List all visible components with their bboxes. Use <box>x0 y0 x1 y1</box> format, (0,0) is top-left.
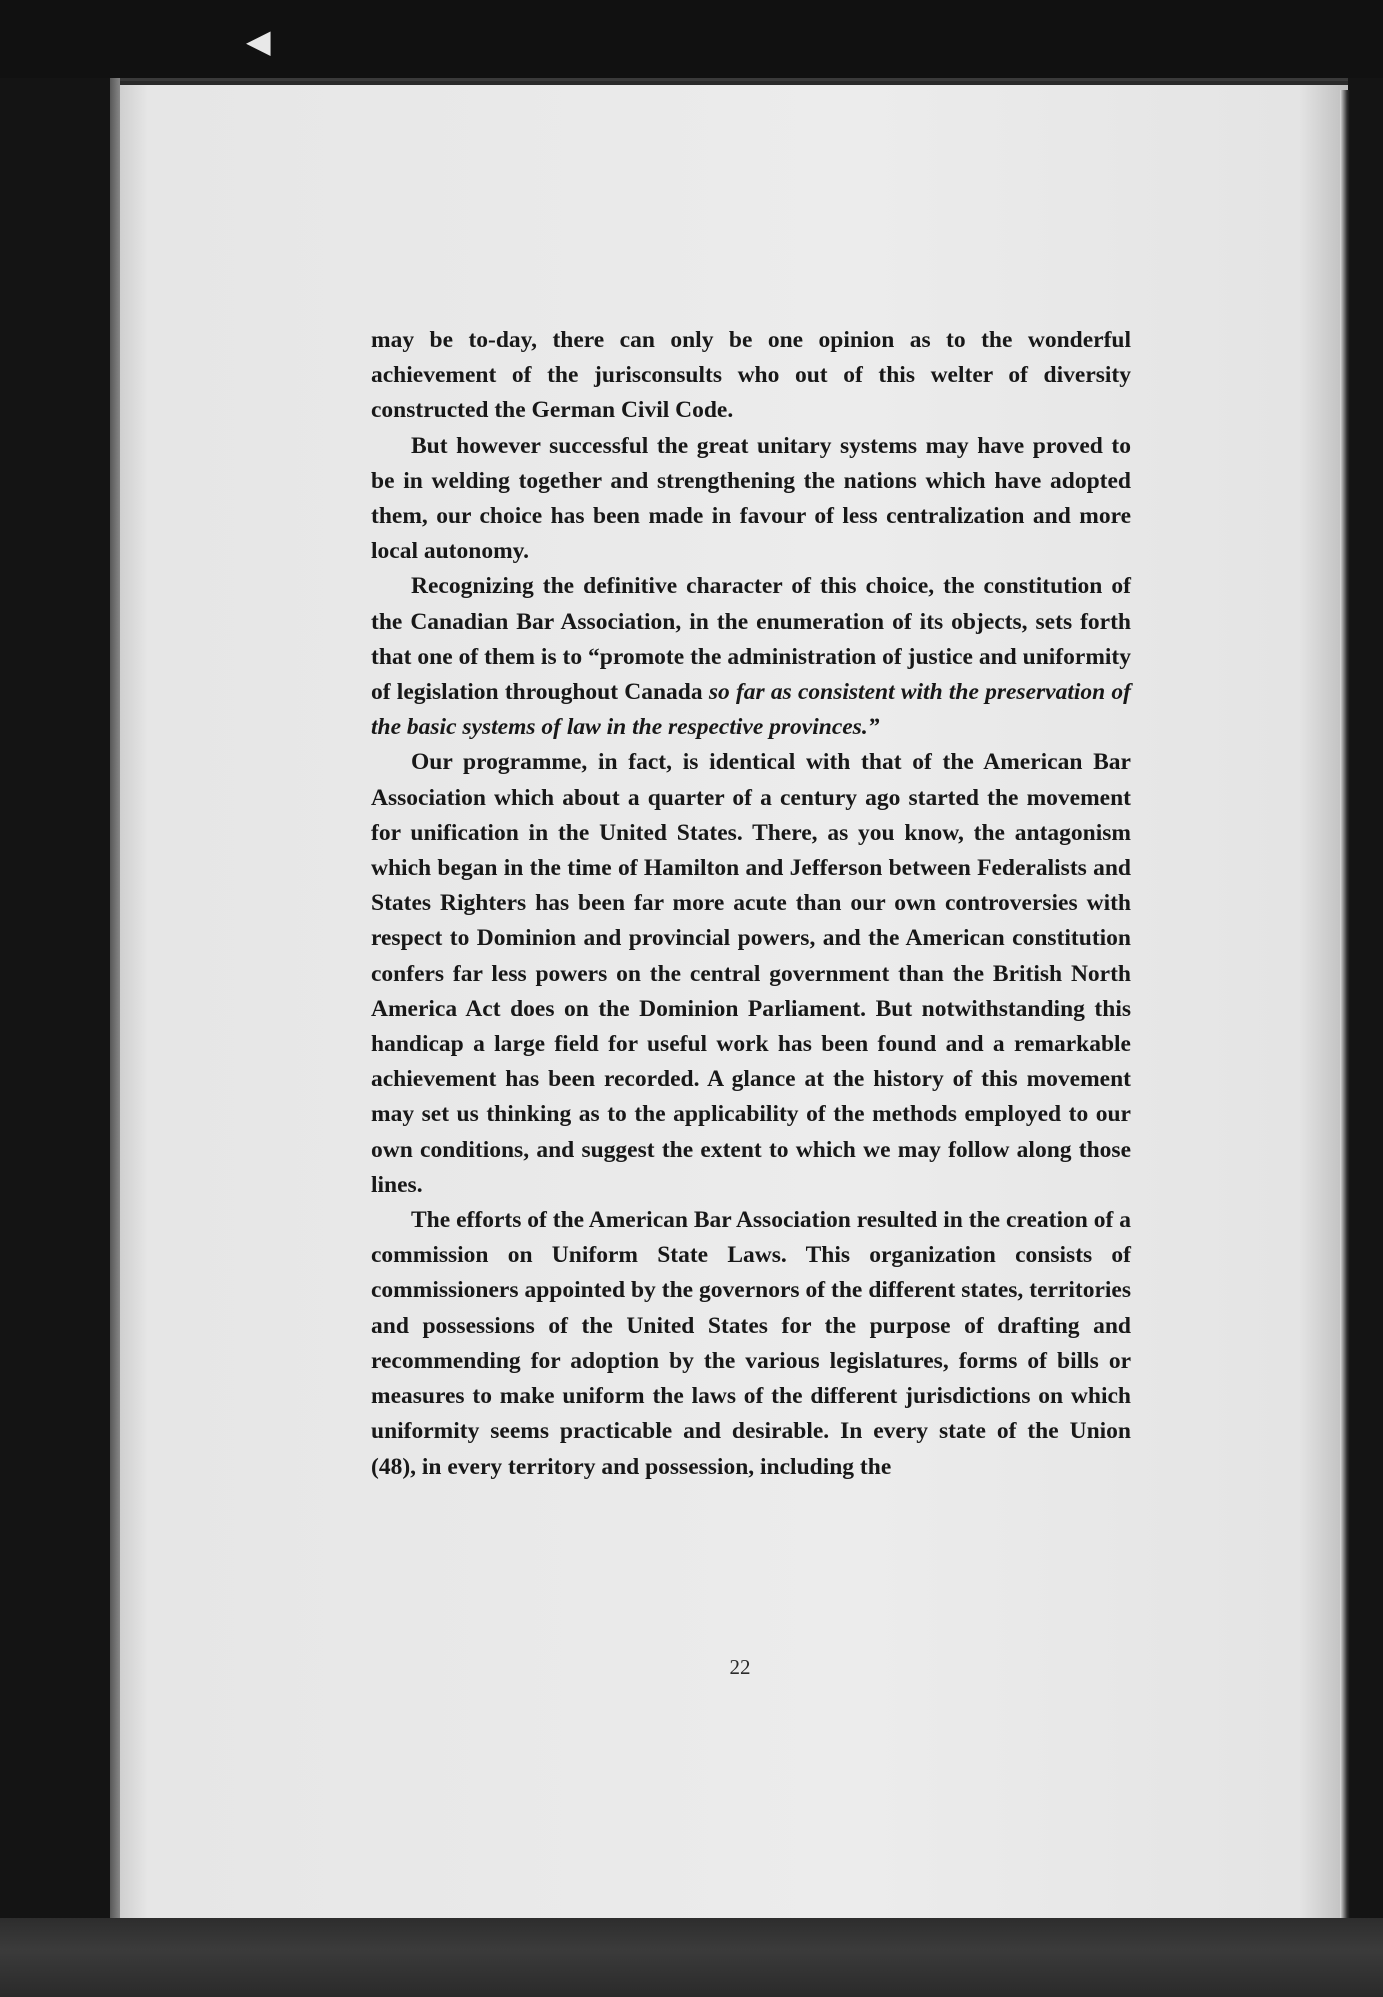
italic-quote: so far as consistent with the preservation of the basic systems of law in the respective provinces.” <box>371 679 1131 741</box>
paragraph-2: But however successful the great unitary systems may have proved to be in welding together and strengthening the nations which have adopted them, our choice has been made in favour of less centralization and more local autonomy. <box>371 432 1131 565</box>
paragraph-3-text: Recognizing the definitive character of this choice, the constitution of the Canadian Bar Association, in the enumeration of its objects, sets forth that one of them is to “promote the administration of justice and uniformity of legislation throughout Canada <box>371 573 1131 706</box>
scan-marker-icon: ◀ <box>246 22 271 60</box>
page-number: 22 <box>729 1655 751 1679</box>
paragraph-4: Our programme, in fact, is identical with that of the American Bar Association which about a quarter of a century ago started the movement for unification in the United States. There, as you know, the antagonism which began in the time of Hamilton and Jefferson between Federalists and States Righters has been far more acute than our own controversies with respect to Dominion and provincial powers, and the American constitution confers far less powers on the central government than the British North America Act does on the Dominion Parliament. But notwithstanding this handicap a large field for useful work has been found and a remarkable achievement has been recorded. A glance at the history of this movement may set us thinking as to the applicability of the methods employed to our own conditions, and suggest the extent to which we may follow along those lines. <box>371 749 1131 1198</box>
scan-bottom-border <box>0 1918 1383 1997</box>
page-right-edge <box>1340 90 1350 1920</box>
paragraph-3 <box>371 569 1131 745</box>
scan-top-border <box>0 0 1383 78</box>
paragraph-1: may be to-day, there can only be one opinion as to the wonderful achievement of the jurisconsults who out of this welter of diversity constructed the German Civil Code. <box>371 327 1131 424</box>
paragraph-5: The efforts of the American Bar Association resulted in the creation of a commission on Uniform State Laws. This organization consists of commissioners appointed by the governors of the different states, territories and possessions of the United States for the purpose of drafting and recommending for adoption by the various legislatures, forms of bills or measures to make uniform the laws of the different jurisdictions on which uniformity seems practicable and desirable. In every state of the Union (48), in every territory and possession, including the <box>371 1207 1131 1480</box>
page-body-text <box>371 323 1131 1485</box>
